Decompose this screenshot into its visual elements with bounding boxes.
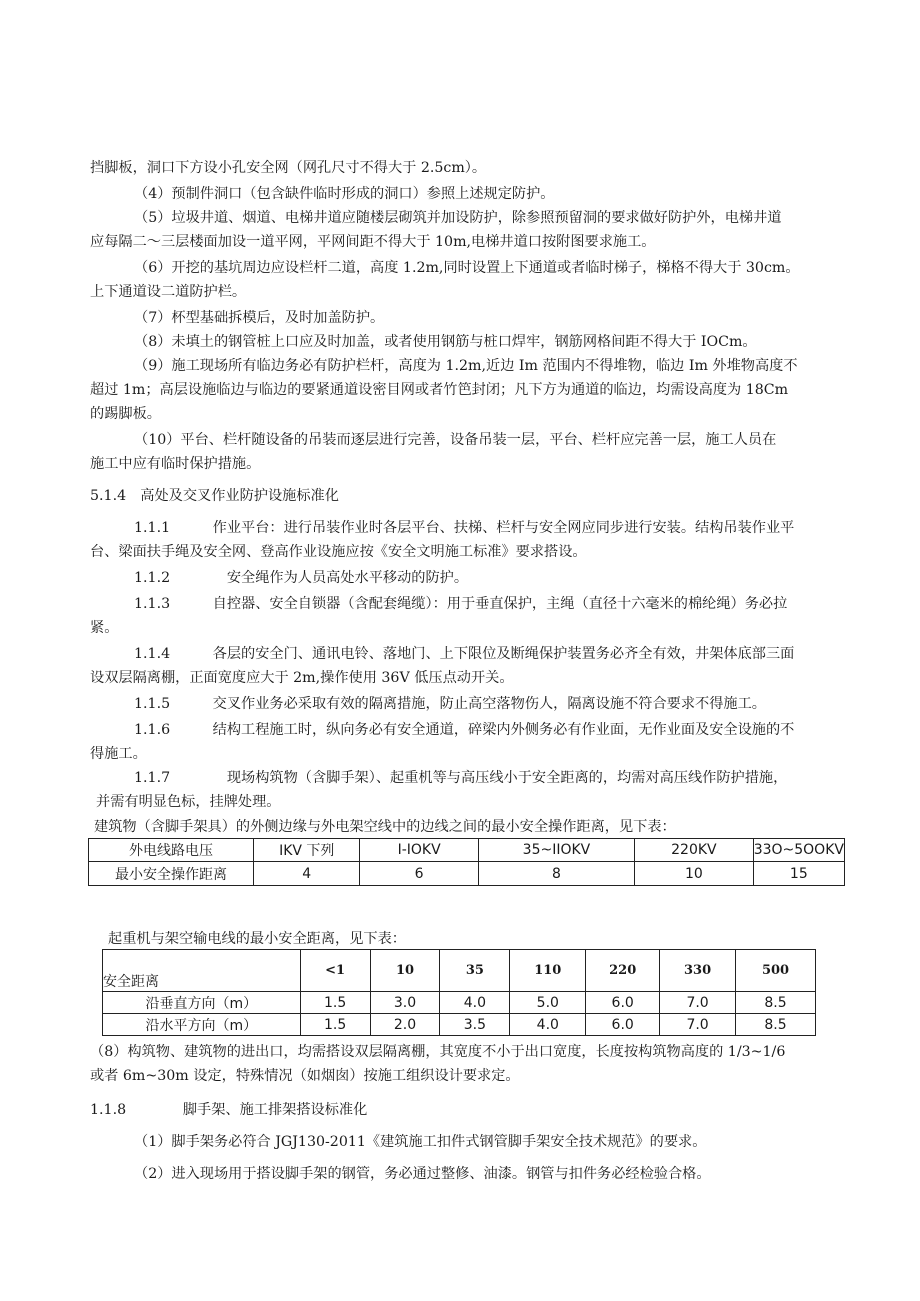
table-cell: 33O~5OOKV: [753, 839, 844, 862]
paragraph: （6）开挖的基坑周边应设栏杆二道，高度 1.2m,同时设置上下通道或者临时梯子，梯格不得大于 30cm。: [134, 260, 800, 276]
table-cell: 7.0: [660, 992, 736, 1014]
paragraph: 1.1.6 结构工程施工时，纵向务必有安全通道，碎梁内外侧务必有作业面，无作业面及安全设施的不: [134, 722, 795, 738]
paragraph: （1）脚手架务必符合 JGJ130-2011《建筑施工扣件式钢管脚手架安全技术规范》的要求。: [134, 1134, 707, 1150]
table-cell: 1.5: [300, 1014, 370, 1036]
table-cell: 10: [635, 862, 754, 886]
table-cell: 35: [440, 950, 510, 992]
paragraph: （4）预制件洞口（包含缺件临时形成的洞口）参照上述规定防护。: [134, 186, 555, 202]
paragraph: 的踢脚板。: [90, 406, 161, 422]
table-cell: 500: [736, 950, 816, 992]
table-cell: 3.5: [440, 1014, 510, 1036]
table-cell: 5.0: [510, 992, 586, 1014]
table-cell: 4: [254, 862, 360, 886]
table-cell: 1.5: [300, 992, 370, 1014]
table-cell: IKV 下列: [254, 839, 360, 862]
table-cell: 8.5: [736, 1014, 816, 1036]
paragraph: 得施工。: [90, 746, 147, 762]
paragraph: （10）平台、栏杆随设备的吊装而逐层进行完善，设备吊装一层，平台、栏杆应完善一层，施工人员在: [134, 432, 777, 448]
table-row: [89, 862, 845, 886]
paragraph: 1.1.3 自控器、安全自锁器（含配套绳缆）：用于垂直保护，主绳（直径十六毫米的棉纶绳）务必拉: [134, 596, 788, 612]
paragraph: 施工中应有临时保护措施。: [90, 456, 261, 472]
distance-table-1: [88, 838, 845, 886]
table-cell: 330: [660, 950, 736, 992]
paragraph: 台、梁面扶手绳及安全网、登高作业设施应按《安全文明施工标准》要求搭设。: [90, 544, 587, 560]
table-cell: 8: [478, 862, 634, 886]
distance-table-2: [102, 949, 816, 1036]
table-cell: 6.0: [586, 1014, 660, 1036]
table-cell: 2.0: [370, 1014, 440, 1036]
table-cell: 10: [370, 950, 440, 992]
section-heading: 5.1.4 高处及交叉作业防护设施标准化: [90, 488, 339, 504]
table-cell: 最小安全操作距离: [89, 862, 254, 886]
table-cell: <1: [300, 950, 370, 992]
table-cell: 35~IIOKV: [478, 839, 634, 862]
table-cell: 安全距离: [103, 950, 301, 992]
paragraph: 1.1.7 现场构筑物（含脚手架）、起重机等与高压线小于安全距离的，均需对高压线作防护措施，: [134, 770, 788, 786]
paragraph: 1.1.5 交叉作业务必采取有效的隔离措施，防止高空落物伤人，隔离设施不符合要求不得施工。: [134, 696, 766, 712]
paragraph: 超过 1m；高层设施临边与临边的要紧通道设密目网或者竹笆封闭；凡下方为通道的临边，均需设高度为 18Cm: [90, 382, 789, 398]
paragraph: （2）进入现场用于搭设脚手架的钢管，务必通过整修、油漆。钢管与扣件务必经检验合格。: [134, 1166, 711, 1182]
paragraph: 设双层隔离棚，正面宽度应大于 2m,操作使用 36V 低压点动开关。: [90, 670, 514, 686]
paragraph: （8）构筑物、建筑物的进出口，均需搭设双层隔离棚，其宽度不小于出口宽度，长度按构筑物高度的 1/3~1/6: [90, 1044, 786, 1060]
table-cell: 15: [753, 862, 844, 886]
paragraph: 紧。: [90, 620, 119, 636]
table-caption: 建筑物（含脚手架具）的外侧边缘与外电架空线中的边线之间的最小安全操作距离，见下表：: [94, 819, 676, 835]
table-cell: 7.0: [660, 1014, 736, 1036]
table-cell: 外电线路电压: [89, 839, 254, 862]
table-row: [103, 992, 816, 1014]
paragraph: （7）杯型基础拆模后，及时加盖防护。: [134, 310, 385, 326]
paragraph: （5）垃圾井道、烟道、电梯井道应随楼层砌筑并加设防护，除参照预留洞的要求做好防护外，电梯井道: [134, 210, 782, 226]
table-cell: 4.0: [440, 992, 510, 1014]
paragraph: 1.1.2 安全绳作为人员高处水平移动的防护。: [134, 570, 469, 586]
table-cell: 6.0: [586, 992, 660, 1014]
paragraph: 挡脚板，洞口下方设小孔安全网（网孔尺寸不得大于 2.5cm）。: [90, 160, 487, 176]
table-cell: 3.0: [370, 992, 440, 1014]
table-cell: 4.0: [510, 1014, 586, 1036]
table-caption: 起重机与架空输电线的最小安全距离，见下表：: [108, 931, 406, 947]
table-header-row: [103, 950, 816, 992]
table-cell: I-IOKV: [360, 839, 478, 862]
table-cell: 沿垂直方向（m）: [103, 992, 301, 1014]
table-cell: 6: [360, 862, 478, 886]
table-cell: 沿水平方向（m）: [103, 1014, 301, 1036]
table-cell: 220KV: [635, 839, 754, 862]
table-header-row: [89, 839, 845, 862]
paragraph: 并需有明显色标，挂牌处理。: [96, 794, 281, 810]
paragraph: 1.1.1 作业平台：进行吊装作业时各层平台、扶梯、栏杆与安全网应同步进行安装。结构吊装作业平: [134, 520, 795, 536]
table-cell: 110: [510, 950, 586, 992]
section-heading: 1.1.8 脚手架、施工排架搭设标准化: [90, 1102, 368, 1118]
paragraph: （9）施工现场所有临边务必有防护栏杆，高度为 1.2m,近边 Im 范围内不得堆物，临边 Im 外堆物高度不: [134, 358, 798, 374]
table-cell: 220: [586, 950, 660, 992]
table-cell: 8.5: [736, 992, 816, 1014]
paragraph: 或者 6m~30m 设定，特殊情况（如烟囱）按施工组织设计要求定。: [90, 1068, 520, 1084]
paragraph: 应每隔二～三层楼面加设一道平网，平网间距不得大于 10m,电梯井道口按附图要求施工。: [90, 234, 656, 250]
paragraph: （8）未填土的钢管桩上口应及时加盖，或者使用钢筋与桩口焊牢，钢筋网格间距不得大于 IOCm。: [134, 334, 757, 350]
table-row: [103, 1014, 816, 1036]
paragraph: 1.1.4 各层的安全门、通讯电铃、落地门、上下限位及断绳保护装置务必齐全有效，井架体底部三面: [134, 646, 795, 662]
paragraph: 上下通道设二道防护栏。: [90, 284, 247, 300]
